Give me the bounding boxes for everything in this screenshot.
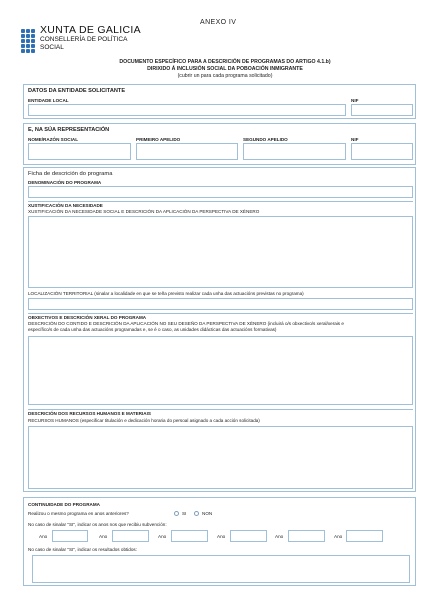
divider bbox=[28, 201, 413, 202]
year-input[interactable] bbox=[52, 530, 88, 542]
surname1-label: PRIMEIRO APELIDO bbox=[136, 137, 181, 142]
brand-name: XUNTA DE GALICIA bbox=[40, 24, 141, 36]
objectives-label: DESCRICIÓN DO CONTIDO E DESCRICIÓN DA APLICACIÓN NO SEU DESEÑO DA PERSPECTIVA DE XÉNERO (incluirá o/s obxectivo/s xeral/xerais e específico/s de cada unha das actuacións programadas e, se é o caso, as unidades didácticas das actuacións formativas) bbox=[28, 321, 344, 332]
divider bbox=[28, 313, 413, 314]
year-input[interactable] bbox=[230, 530, 267, 542]
justification-textarea[interactable] bbox=[28, 216, 413, 288]
section-title: DATOS DA ENTIDADE SOLICITANTE bbox=[28, 88, 126, 94]
section-title: E, NA SÚA REPRESENTACIÓN bbox=[28, 127, 110, 133]
nif-input[interactable] bbox=[351, 104, 413, 116]
year-label: Ano bbox=[334, 534, 343, 539]
resources-title: DESCRICIÓN DOS RECURSOS HUMANOS E MATERIAIS bbox=[28, 411, 151, 416]
year-label: Ano bbox=[158, 534, 167, 539]
justification-label: XUSTIFICACIÓN DA NECESIDADE SOCIAL E DESCRICIÓN DA APLICACIÓN DA PERSPECTIVA DE XÉNERO bbox=[28, 209, 260, 214]
entity-section bbox=[23, 84, 416, 119]
annex-label: ANEXO IV bbox=[200, 19, 237, 26]
results-textarea[interactable] bbox=[32, 555, 410, 583]
radio-no-label: NON bbox=[202, 511, 213, 516]
radio-yes[interactable] bbox=[174, 511, 179, 516]
section-title: Ficha de descrición do programa bbox=[28, 171, 113, 177]
year-input[interactable] bbox=[171, 530, 208, 542]
objectives-title: OBXECTIVOS E DESCRICIÓN XERAL DO PROGRAMA bbox=[28, 315, 147, 320]
xunta-logo-icon bbox=[21, 29, 35, 51]
objectives-textarea[interactable] bbox=[28, 336, 413, 405]
name-label: NOME/RAZÓN SOCIAL bbox=[28, 137, 79, 142]
continuity-question: Realizou o mesmo programa en anos anteriores? bbox=[28, 511, 129, 516]
location-label: LOCALIZACIÓN TERRITORIAL (sinalar a localidade en que se teña previsto realizar cada unha das actuacións previstas no programa) bbox=[28, 291, 304, 296]
year-label: Ano bbox=[39, 534, 48, 539]
results-prompt: No caso de sinalar "SI", indicar os resultados obtidos: bbox=[28, 547, 137, 552]
radio-yes-label: SI bbox=[182, 511, 187, 516]
years-prompt: No caso de sinalar "SI", indicar os anos nos que recibiu subvención: bbox=[28, 522, 167, 527]
year-label: Ano bbox=[99, 534, 108, 539]
year-label: Ano bbox=[275, 534, 284, 539]
location-input[interactable] bbox=[28, 298, 413, 310]
program-section bbox=[23, 167, 416, 492]
year-label: Ano bbox=[217, 534, 226, 539]
surname2-input[interactable] bbox=[243, 143, 346, 160]
document-title: DOCUMENTO ESPECÍFICO PARA A DESCRICIÓN DE PROGRAMAS DO ARTIGO 4.1.b) DIRIXIDO Á INCLUSIÓN SOCIAL DA POBOACIÓN INMIGRANTE (cubrir un para cada programa solicitado) bbox=[119, 59, 331, 79]
continuity-section bbox=[23, 497, 416, 586]
nif-label: NIF bbox=[351, 98, 359, 103]
program-name-label: DENOMINACIÓN DO PROGRAMA bbox=[28, 180, 102, 185]
year-input[interactable] bbox=[346, 530, 383, 542]
rep-nif-input[interactable] bbox=[351, 143, 413, 160]
resources-textarea[interactable] bbox=[28, 426, 413, 489]
entity-label: ENTIDADE LOCAL bbox=[28, 98, 69, 103]
surname2-label: SEGUNDO APELIDO bbox=[243, 137, 288, 142]
rep-nif-label: NIF bbox=[351, 137, 359, 142]
name-input[interactable] bbox=[28, 143, 131, 160]
representative-section bbox=[23, 123, 416, 165]
year-input[interactable] bbox=[112, 530, 149, 542]
resources-label: RECURSOS HUMANOS (especificar titulación e dedicación horaria do persoal asignado a cada acción solicitada) bbox=[28, 418, 260, 423]
justification-title: XUSTIFICACIÓN DA NECESIDADE bbox=[28, 203, 103, 208]
entity-input[interactable] bbox=[28, 104, 346, 116]
department-name: CONSELLERÍA DE POLÍTICA SOCIAL bbox=[40, 36, 128, 51]
surname1-input[interactable] bbox=[136, 143, 238, 160]
program-name-input[interactable] bbox=[28, 186, 413, 198]
radio-no[interactable] bbox=[194, 511, 199, 516]
year-input[interactable] bbox=[288, 530, 325, 542]
continuity-title: CONTINUIDADE DO PROGRAMA bbox=[28, 502, 100, 507]
divider bbox=[28, 409, 413, 410]
